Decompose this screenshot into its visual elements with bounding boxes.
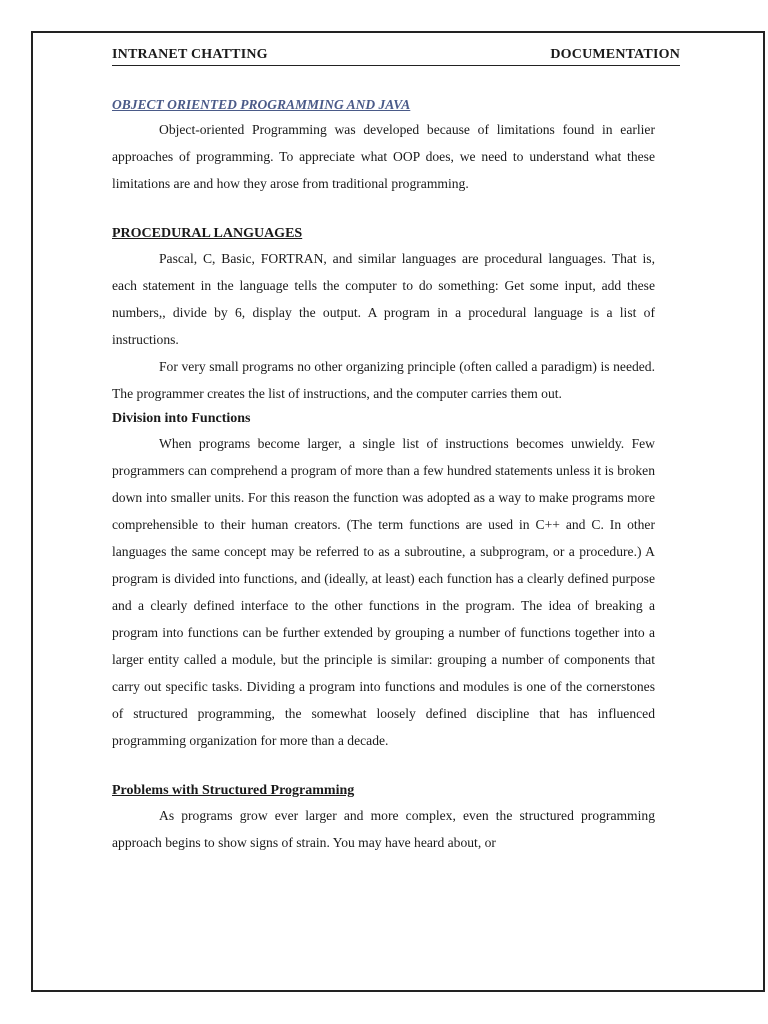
section-heading-problems: Problems with Structured Programming: [112, 783, 355, 798]
paragraph-oop-intro: Object-oriented Programming was developed because of limitations found in earlier approaches of programming. To appreciate what OOP does, we need to understand what these limitations are and how they arose from traditional programming.: [112, 122, 655, 191]
header-title-left: INTRANET CHATTING: [112, 47, 268, 62]
paragraph-procedural-1: Pascal, C, Basic, FORTRAN, and similar languages are procedural languages. That is, each statement in the language tells the computer to do something: Get some input, add these numbers,, divide by 6, display the output. A program in a procedural language is a list of instructions.: [112, 251, 655, 347]
header-title-right: DOCUMENTATION: [550, 47, 680, 62]
page-header: [112, 45, 680, 66]
paragraph-division-1: When programs become larger, a single list of instructions becomes unwieldy. Few programmers can comprehend a program of more than a few hundred statements unless it is broken down into smaller units. For this reason the function was adopted as a way to make programs more comprehensible to their human creators. (The term functions are used in C++ and C. In other languages the same concept may be referred to as a subroutine, a subprogram, or a procedure.) A program is divided into functions, and (ideally, at least) each function has a clearly defined purpose and a clearly defined interface to the other functions in the program. The idea of breaking a program into functions can be further extended by grouping a number of functions together into a larger entity called a module, but the principle is similar: grouping a number of components that carry out specific tasks. Dividing a program into functions and modules is one of the cornerstones of structured programming, the somewhat loosely defined discipline that has influenced programming organization for more than a decade.: [112, 436, 655, 748]
section-heading-division: Division into Functions: [112, 411, 251, 426]
paragraph-problems-1: As programs grow ever larger and more complex, even the structured programming approach begins to show signs of strain. You may have heard about, or: [112, 808, 655, 850]
section-heading-procedural: PROCEDURAL LANGUAGES: [112, 226, 303, 241]
section-heading-oop: OBJECT ORIENTED PROGRAMMING AND JAVA: [112, 97, 411, 112]
spacer: [112, 754, 655, 779]
spacer: [112, 197, 655, 222]
paragraph-procedural-2: For very small programs no other organizing principle (often called a paradigm) is needed. The programmer creates the list of instructions, and the computer carries them out.: [112, 359, 655, 401]
document-body: [112, 93, 655, 856]
